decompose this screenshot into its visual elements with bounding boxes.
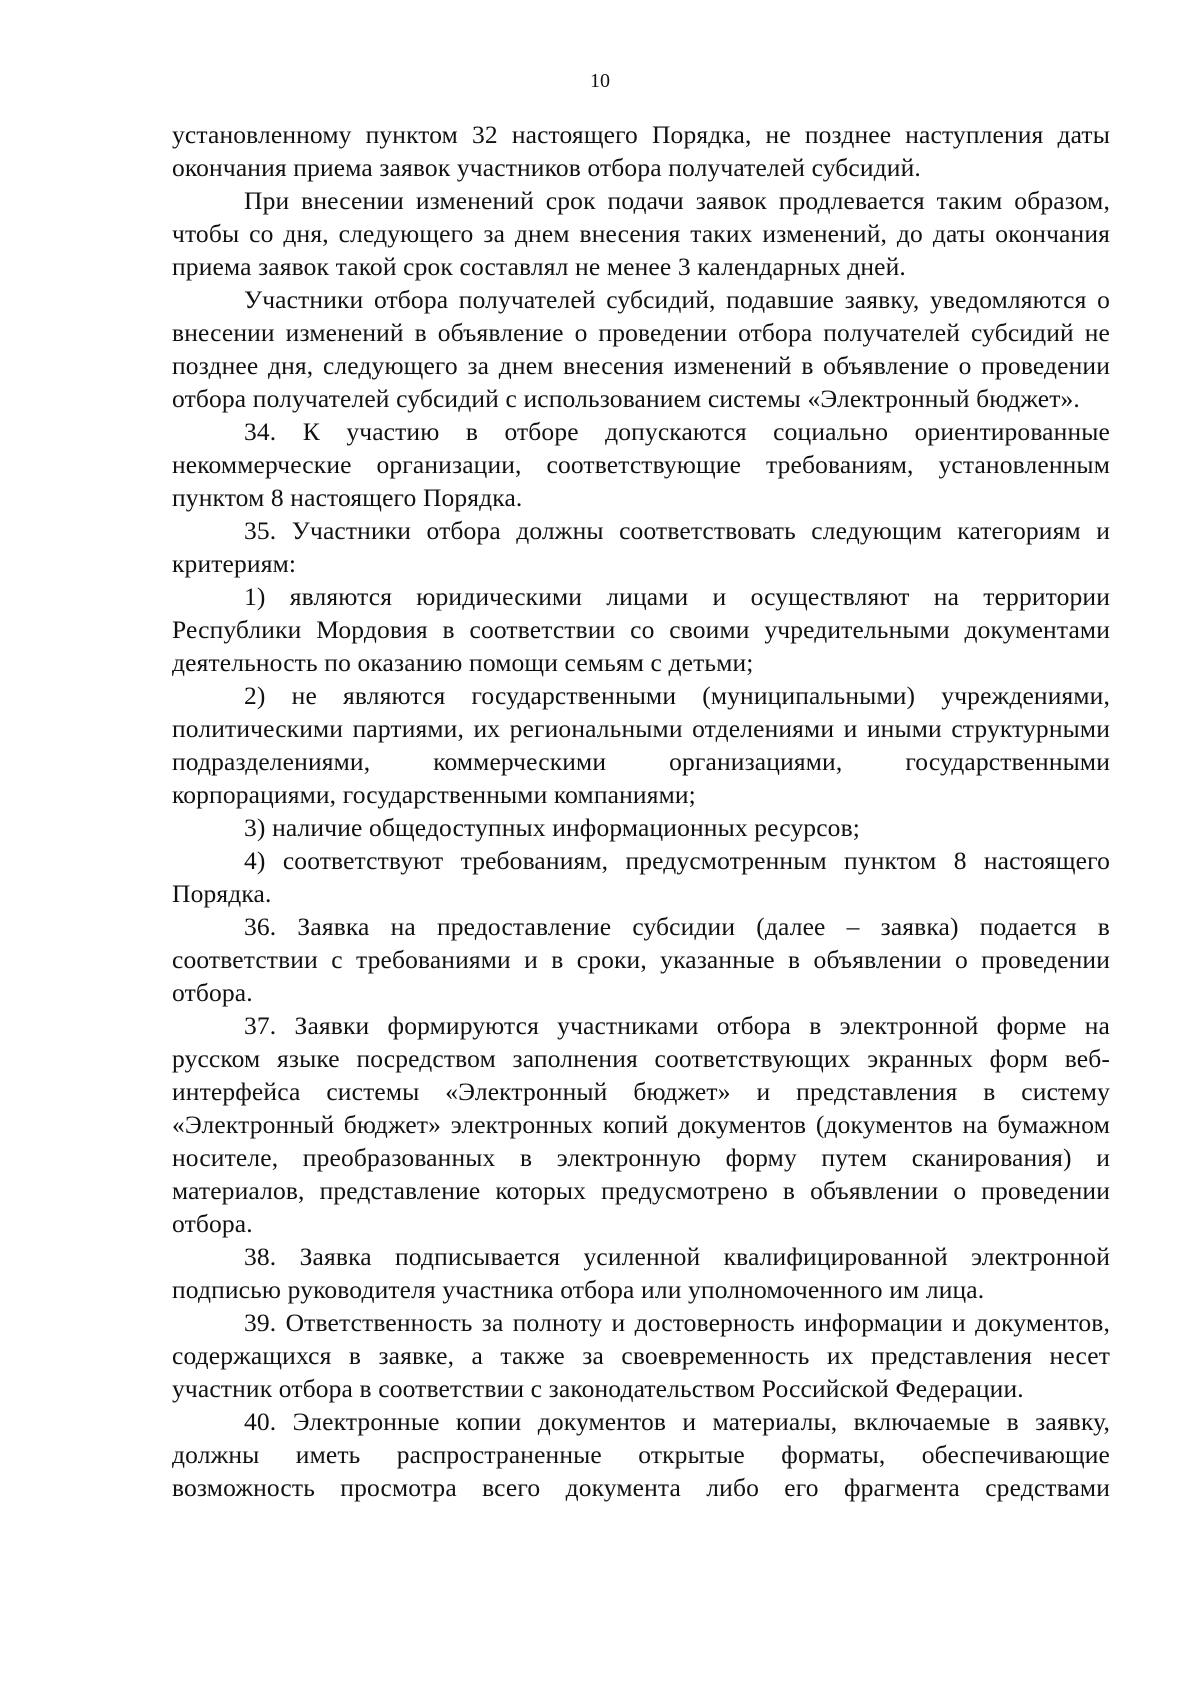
paragraph-39: 39. Ответственность за полноту и достоверность информации и документов, содержащихся в заявке, а также за своевременность их представления несет участник отбора в соответствии с законодательством Российской Федерации. bbox=[172, 1308, 1110, 1403]
paragraph-38: 38. Заявка подписывается усиленной квалифицированной электронной подписью руководителя участника отбора или уполномоченного им лица. bbox=[172, 1242, 1110, 1304]
paragraph-34: 34. К участию в отборе допускаются социально ориентированные некоммерческие организации, соответствующие требованиям, установленным пунктом 8 настоящего Порядка. bbox=[172, 417, 1110, 512]
paragraph-37: 37. Заявки формируются участниками отбора в электронной форме на русском языке посредством заполнения соответствующих экранных форм веб-интерфейса системы «Электронный бюджет» и представления в систему «Электронный бюджет» электронных копий документов (документов на бумажном носителе, преобразованных в электронную форму путем сканирования) и материалов, представление которых предусмотрено в объявлении о проведении отбора. bbox=[172, 1011, 1110, 1238]
paragraph-amendment-deadline: При внесении изменений срок подачи заявок продлевается таким образом, чтобы со дня, следующего за днем внесения таких изменений, до даты окончания приема заявок такой срок составлял не менее 3 календарных дней. bbox=[172, 186, 1110, 281]
list-item-35-2: 2) не являются государственными (муниципальными) учреждениями, политическими партиями, их региональными отделениями и иными структурными подразделениями, коммерческими организациями, государственными корпорациями, государственными компаниями; bbox=[172, 681, 1110, 809]
paragraph-40: 40. Электронные копии документов и материалы, включаемые в заявку, должны иметь распространенные открытые форматы, обеспечивающие возможность просмотра всего документа либо его фрагмента средствами bbox=[172, 1407, 1110, 1502]
list-item-35-4: 4) соответствуют требованиям, предусмотренным пунктом 8 настоящего Порядка. bbox=[172, 846, 1110, 908]
page-number: 10 bbox=[590, 70, 610, 92]
paragraph-35: 35. Участники отбора должны соответствовать следующим категориям и критериям: bbox=[172, 516, 1110, 578]
paragraph-36: 36. Заявка на предоставление субсидии (далее – заявка) подается в соответствии с требованиями и в сроки, указанные в объявлении о проведении отбора. bbox=[172, 912, 1110, 1007]
list-item-35-1: 1) являются юридическими лицами и осуществляют на территории Республики Мордовия в соответствии со своими учредительными документами деятельность по оказанию помощи семьям с детьми; bbox=[172, 582, 1110, 677]
list-item-35-3: 3) наличие общедоступных информационных ресурсов; bbox=[244, 813, 861, 842]
paragraph-continuation: установленному пунктом 32 настоящего Порядка, не позднее наступления даты окончания приема заявок участников отбора получателей субсидий. bbox=[172, 120, 1110, 182]
document-body bbox=[172, 118, 1110, 1504]
paragraph-participants-notice: Участники отбора получателей субсидий, подавшие заявку, уведомляются о внесении изменений в объявление о проведении отбора получателей субсидий не позднее дня, следующего за днем внесения изменений в объявление о проведении отбора получателей субсидий с использованием системы «Электронный бюджет». bbox=[172, 285, 1110, 413]
